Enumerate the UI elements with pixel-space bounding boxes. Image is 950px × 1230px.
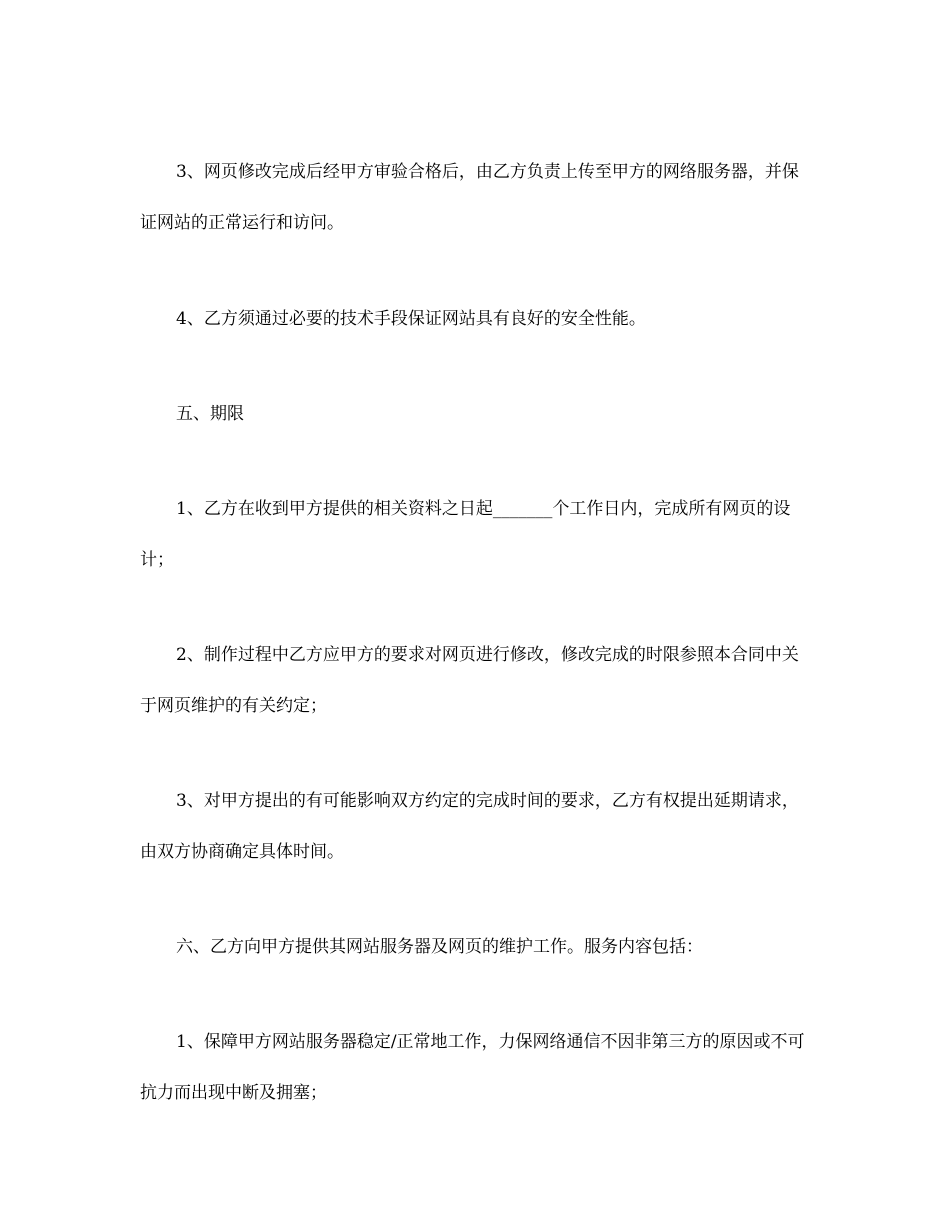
section-heading-maintenance: 六、乙方向甲方提供其网站服务器及网页的维护工作。服务内容包括： (176, 937, 703, 957)
paragraph-security: 4、乙方须通过必要的技术手段保证网站具有良好的安全性能。 (176, 309, 646, 329)
paragraph-upload-acceptance: 3、网页修改完成后经甲方审验合格后，由乙方负责上传至甲方的网络服务器，并保证网站的正常运行和访问。 (140, 162, 799, 233)
section-heading-term: 五、期限 (176, 404, 244, 424)
paragraph-design-deadline: 1、乙方在收到甲方提供的相关资料之日起_______个工作日内，完成所有网页的设计； (140, 499, 791, 570)
paragraph-revisions: 2、制作过程中乙方应甲方的要求对网页进行修改，修改完成的时限参照本合同中关于网页维护的有关约定； (140, 645, 799, 716)
paragraph-extension: 3、对甲方提出的有可能影响双方约定的完成时间的要求，乙方有权提出延期请求，由双方协商确定具体时间。 (140, 791, 799, 862)
paragraph-server-stability: 1、保障甲方网站服务器稳定/正常地工作，力保网络通信不因非第三方的原因或不可抗力而出现中断及拥塞； (140, 1032, 805, 1103)
